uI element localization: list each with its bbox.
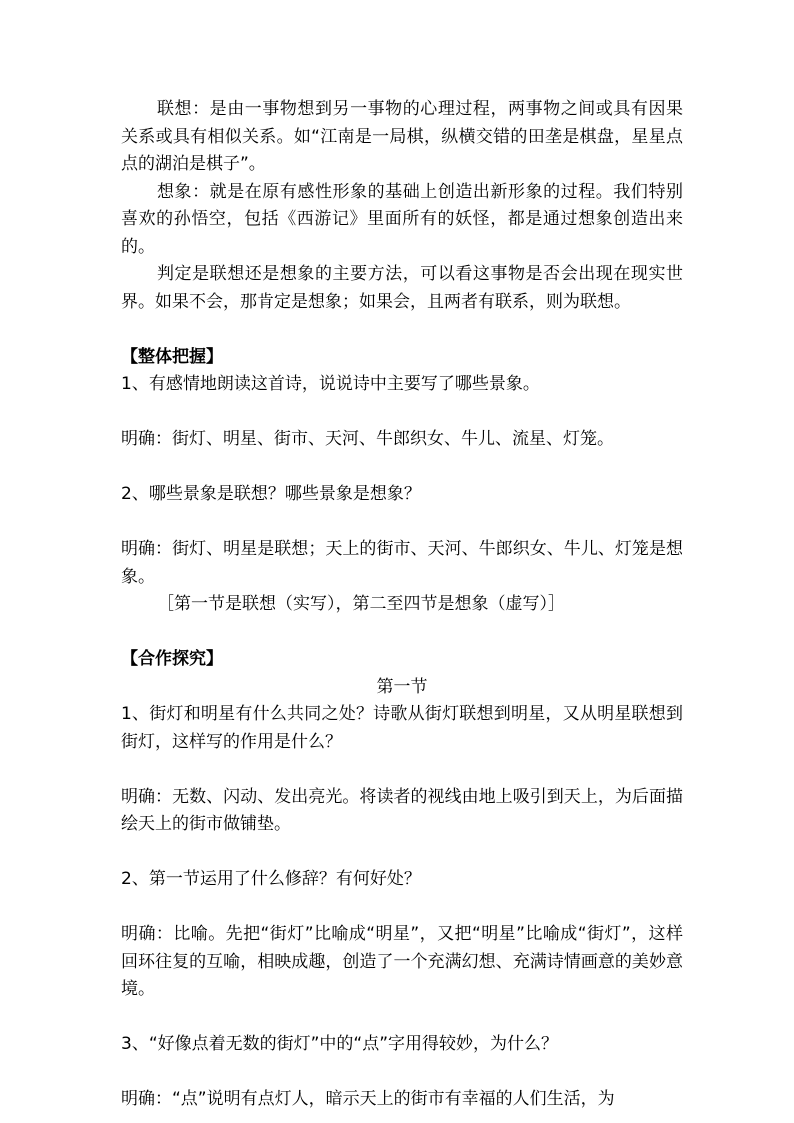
spacer (121, 1059, 683, 1087)
spacer (121, 619, 683, 647)
intro-paragraph-imagination: 想象：就是在原有感性形象的基础上创造出新形象的过程。我们特别喜欢的孙悟空，包括《西游记》里面所有的妖怪，都是通过想象创造出来的。 (121, 181, 683, 257)
spacer (121, 1004, 683, 1032)
question-1: 1、有感情地朗读这首诗，说说诗中主要写了哪些景象。 (121, 374, 540, 394)
subsection-title: 第一节 (376, 676, 428, 697)
spacer (121, 839, 683, 867)
spacer (121, 756, 683, 784)
answer-3: 明确：“点”说明有点灯人，暗示天上的街市有幸福的人们生活，为 (121, 1089, 615, 1109)
spacer (121, 509, 683, 537)
question-1: 1、街灯和明星有什么共同之处？诗歌从街灯联想到明星，又从明星联想到街灯，这样写的作用是什么？ (121, 704, 683, 752)
question-2: 2、第一节运用了什么修辞？有何好处？ (121, 869, 421, 889)
spacer (121, 399, 683, 427)
intro-paragraph-association: 联想：是由一事物想到另一事物的心理过程，两事物之间或具有因果关系或具有相似关系。如“江南是一局棋，纵横交错的田垄是棋盘，星星点点的湖泊是棋子”。 (121, 99, 683, 174)
answer-1: 明确：无数、闪动、发出亮光。将读者的视线由地上吸引到天上，为后面描绘天上的街市做铺垫。 (121, 786, 683, 834)
section-note: ［第一节是联想（实写），第二至四节是想象（虚写）］ (157, 594, 565, 614)
intro-paragraph-method: 判定是联想还是想象的主要方法，可以看这事物是否会出现在现实世界。如果不会，那肯定是想象；如果会，且两者有联系，则为联想。 (121, 264, 683, 312)
document-page (121, 96, 683, 1114)
spacer (121, 454, 683, 482)
spacer (121, 316, 683, 344)
section-heading-overall: 【整体把握】 (121, 346, 223, 367)
answer-2: 明确：比喻。先把“街灯”比喻成“明星”，又把“明星”比喻成“街灯”，这样回环往复的互喻，相映成趣，创造了一个充满幻想、充满诗情画意的美妙意境。 (121, 924, 683, 999)
answer-1: 明确：街灯、明星、街市、天河、牛郎织女、牛儿、流星、灯笼。 (121, 429, 614, 449)
section-heading-cooperative: 【合作探究】 (121, 649, 223, 669)
spacer (121, 894, 683, 922)
question-3: 3、“好像点着无数的街灯”中的“点”字用得较妙，为什么？ (121, 1034, 559, 1054)
question-2: 2、哪些景象是联想？哪些景象是想象？ (121, 484, 421, 504)
answer-2: 明确：街灯、明星是联想；天上的街市、天河、牛郎织女、牛儿、灯笼是想象。 (121, 539, 683, 587)
